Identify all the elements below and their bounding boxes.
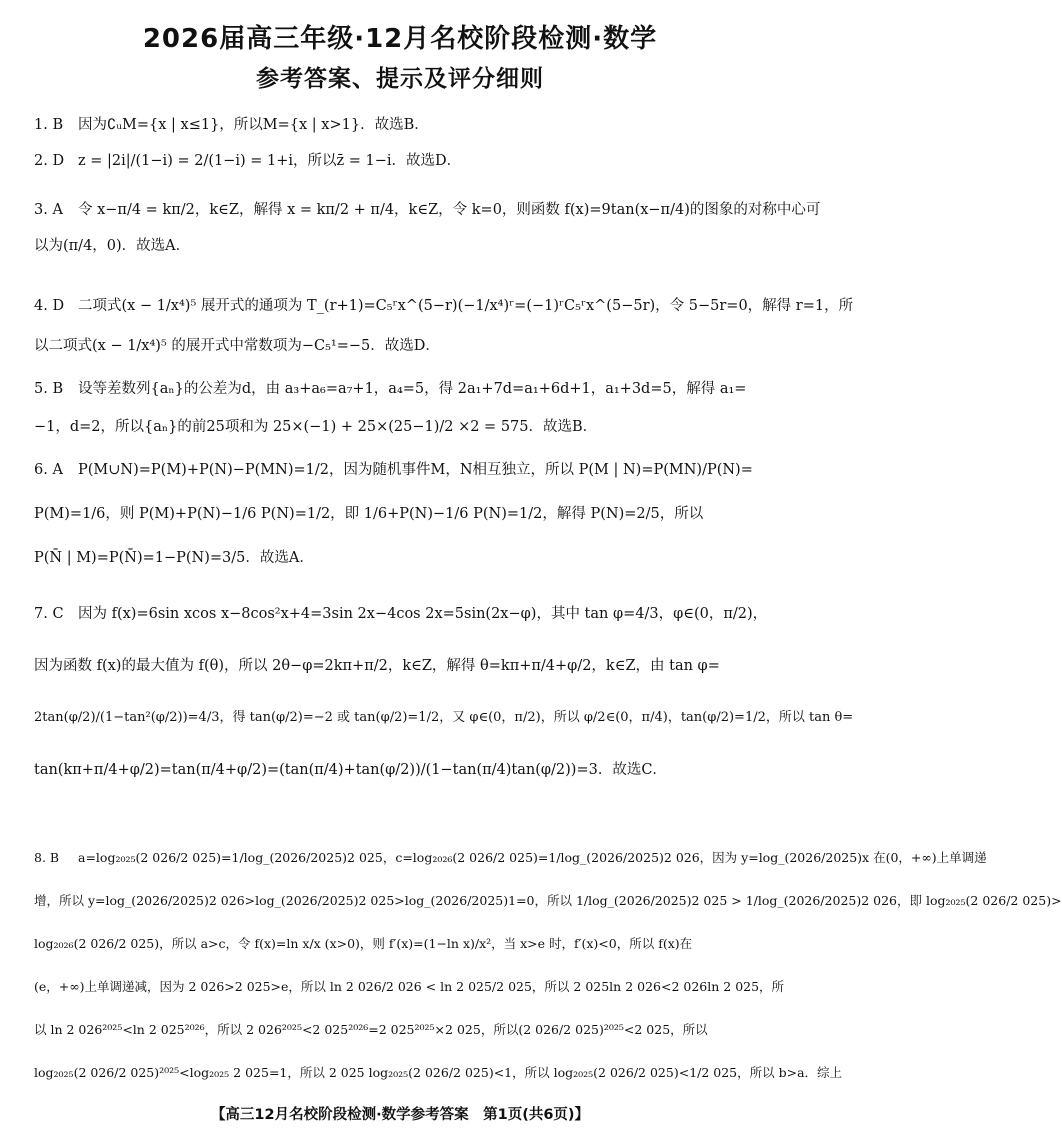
answer-number: 1. B: [34, 117, 64, 133]
answer-line: 增，所以 y=log_(2026/2025)2 026>log_(2026/2025)2 025>log_(2026/2025)1=0，所以 1/log_(2026/2025)2 025 > 1/log_(2026/2025)2 026，即 log₂₀₂₅(2 026/2 025)>: [34, 893, 1062, 908]
answer-line: P(M)=1/6，则 P(M)+P(N)−1/6 P(N)=1/2，即 1/6+P(N)−1/6 P(N)=1/2，解得 P(N)=2/5，所以: [34, 506, 704, 522]
answer-line: 2tan(φ/2)/(1−tan²(φ/2))=4/3，得 tan(φ/2)=−2 或 tan(φ/2)=1/2，又 φ∈(0，π/2)，所以 φ/2∈(0，π/4)，tan(φ/2)=1/2，所以 tan θ=: [34, 710, 854, 725]
answer-line: log₂₀₂₆(2 026/2 025)，所以 a>c，令 f(x)=ln x/x (x>0)，则 f′(x)=(1−ln x)/x²，当 x>e 时，f′(x)<0，所以 f(x)在: [34, 936, 693, 951]
answer-line: tan(kπ+π/4+φ/2)=tan(π/4+φ/2)=(tan(π/4)+tan(φ/2))/(1−tan(π/4)tan(φ/2))=3．故选C．: [34, 762, 667, 778]
answer-8: [34, 836, 1062, 1094]
answer-number: 3. A: [34, 202, 63, 218]
answer-number: 8. B: [34, 850, 60, 865]
answer-number: 5. B: [34, 381, 64, 397]
answer-2: [34, 150, 766, 172]
answer-7: [34, 588, 854, 796]
answer-line: 以 ln 2 026²⁰²⁵<ln 2 025²⁰²⁶，所以 2 026²⁰²⁵<2 025²⁰²⁶=2 025²⁰²⁵×2 025，所以(2 026/2 025)²⁰²⁵<2 025，所以: [34, 1022, 708, 1037]
answer-line: a=log₂₀₂₅(2 026/2 025)=1/log_(2026/2025)2 025，c=log₂₀₂₆(2 026/2 025)=1/log_(2026/2025)2 026，因为 y=log_(2026/2025)x 在(0，+∞)上单调递: [78, 850, 987, 865]
answer-line: −1，d=2，所以{aₙ}的前25项和为 25×(−1) + 25×(25−1)/2 ×2 = 575．故选B．: [34, 419, 598, 435]
page-title: 2026届高三年级·12月名校阶段检测·数学: [142, 24, 658, 54]
answer-line: (e，+∞)上单调递减，因为 2 026>2 025>e，所以 ln 2 026/2 026 < ln 2 025/2 025，所以 2 025ln 2 026<2 026ln 2 025，所: [34, 979, 785, 994]
answer-line: 因为∁ᵤM={x | x≤1}，所以M={x | x>1}．故选B．: [78, 117, 429, 133]
answer-number: 2. D: [34, 153, 65, 169]
answer-line: P(N̄ | M)=P(N̄)=1−P(N)=3/5．故选A．: [34, 550, 314, 566]
answer-4: [34, 286, 854, 366]
answer-line: z = |2i|/(1−i) = 2/(1−i) = 1+i，所以z̄ = 1−i．故选D．: [78, 153, 462, 169]
answer-line: P(M∪N)=P(M)+P(N)−P(MN)=1/2，因为随机事件M，N相互独立，所以 P(M | N)=P(MN)/P(N)=: [78, 462, 753, 478]
answer-line: 令 x−π/4 = kπ/2，k∈Z，解得 x = kπ/2 + π/4，k∈Z，令 k=0，则函数 f(x)=9tan(x−π/4)的图象的对称中心可: [78, 202, 821, 218]
answer-number: 7. C: [34, 606, 64, 622]
answer-line: 因为函数 f(x)的最大值为 f(θ)，所以 2θ−φ=2kπ+π/2，k∈Z，解得 θ=kπ+π/4+φ/2，k∈Z，由 tan φ=: [34, 658, 720, 674]
answer-1: [34, 114, 766, 136]
answer-3: [34, 192, 821, 264]
answer-line: log₂₀₂₅(2 026/2 025)²⁰²⁵<log₂₀₂₅ 2 025=1，所以 2 025 log₂₀₂₅(2 026/2 025)<1，所以 log₂₀₂₅(2 026/2 025)<1/2 025，所以 b>a．综上: [34, 1065, 843, 1080]
answer-number: 4. D: [34, 298, 65, 314]
answer-line: 设等差数列{aₙ}的公差为d，由 a₃+a₆=a₇+1，a₄=5，得 2a₁+7d=a₁+6d+1，a₁+3d=5，解得 a₁=: [78, 381, 747, 397]
answer-5: [34, 370, 766, 446]
answer-line: 二项式(x − 1/x⁴)⁵ 展开式的通项为 T_(r+1)=C₅ʳx^(5−r)(−1/x⁴)ʳ=(−1)ʳC₅ʳx^(5−5r)，令 5−5r=0，解得 r=1，所: [78, 298, 854, 314]
answer-line: 因为 f(x)=6sin xcos x−8cos²x+4=3sin 2x−4cos 2x=5sin(2x−φ)，其中 tan φ=4/3，φ∈(0，π/2)，: [78, 606, 768, 622]
page-footer: 【高三12月名校阶段检测·数学参考答案 第1页(共6页)】: [210, 1107, 590, 1123]
answer-6: [34, 448, 766, 580]
answer-line: 以为(π/4，0)．故选A．: [34, 238, 191, 254]
page-subtitle: 参考答案、提示及评分细则: [256, 66, 544, 92]
answer-line: 以二项式(x − 1/x⁴)⁵ 的展开式中常数项为−C₅¹=−5．故选D．: [34, 338, 440, 354]
answer-number: 6. A: [34, 462, 63, 478]
